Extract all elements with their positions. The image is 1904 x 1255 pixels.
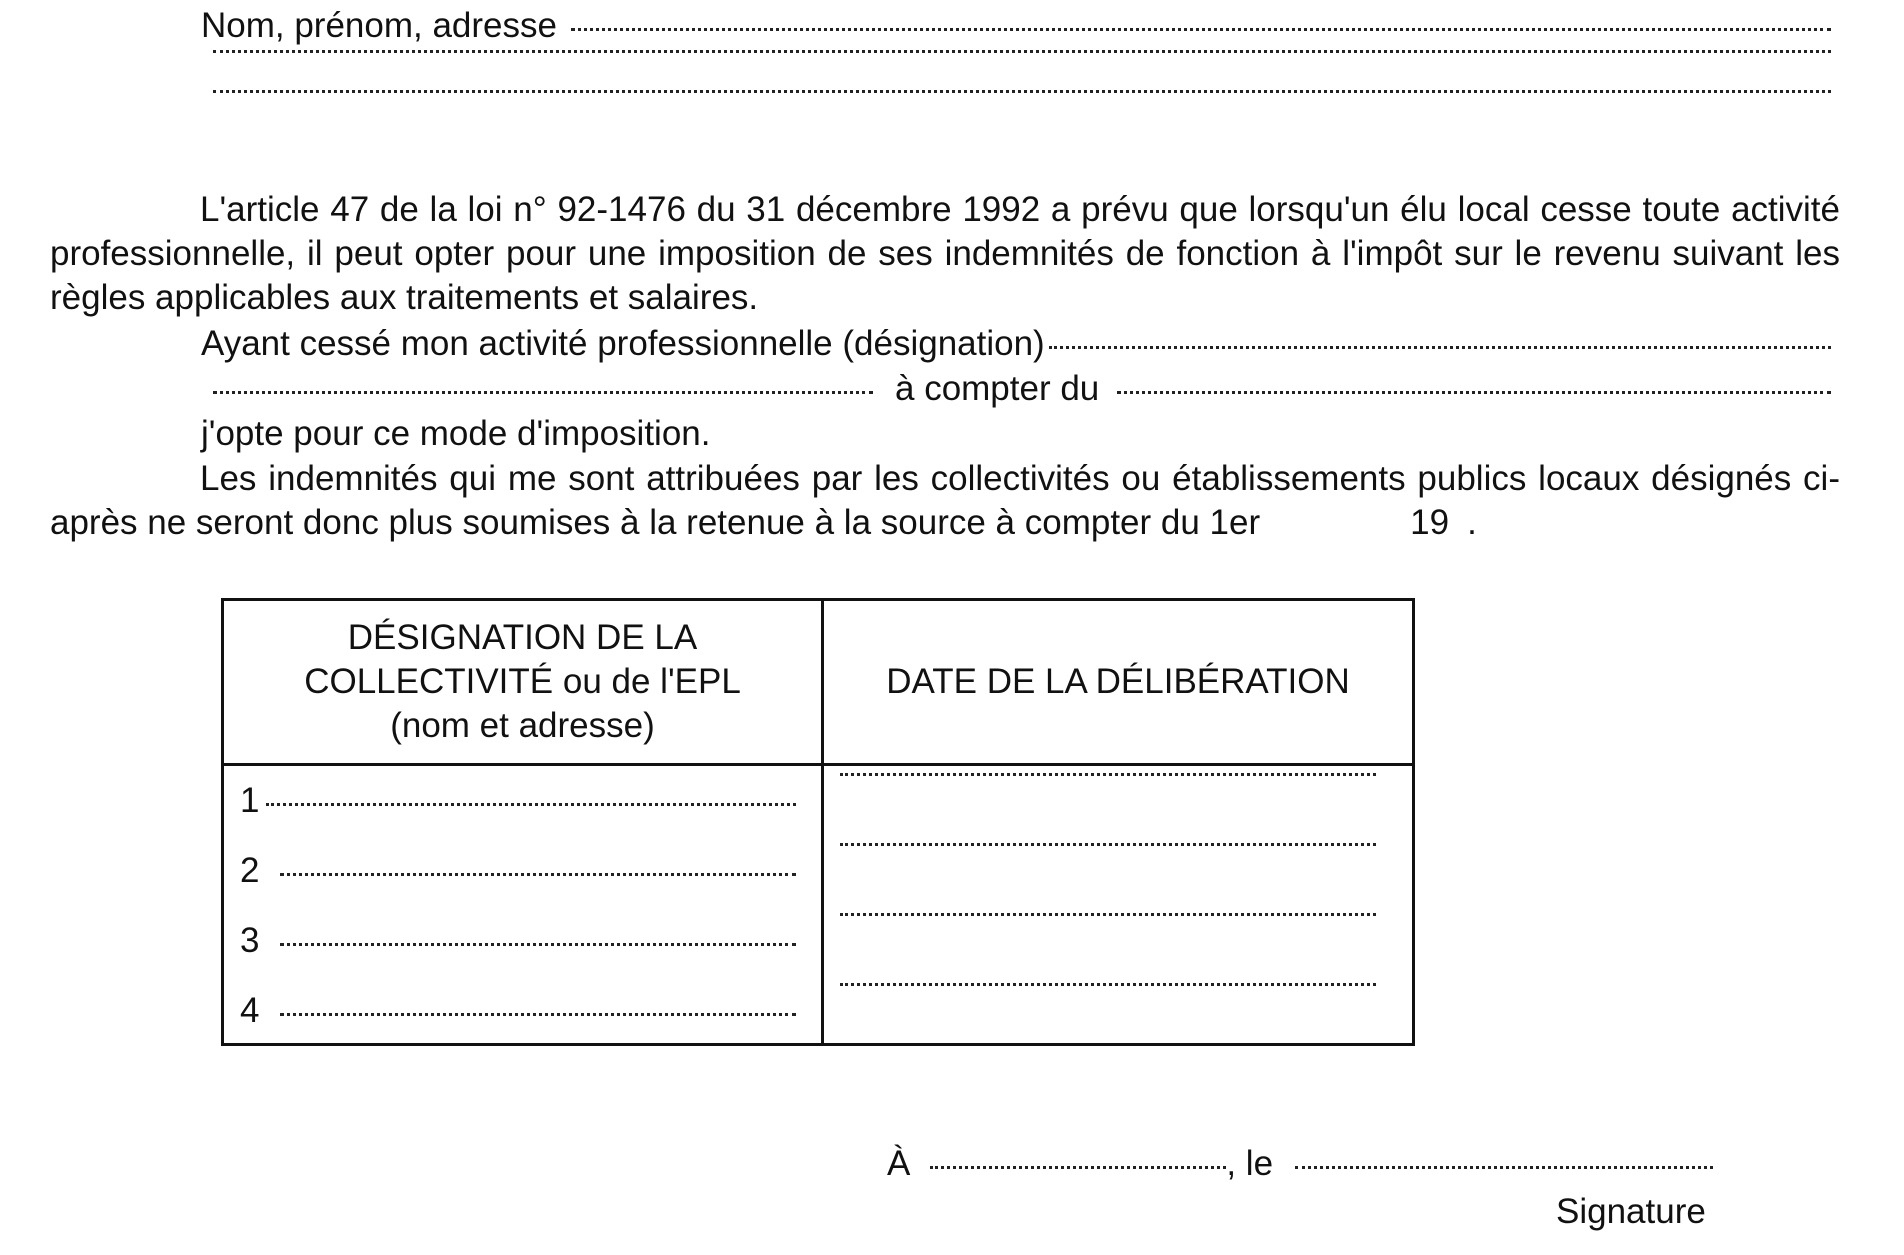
header-date-label: DATE DE LA DÉLIBÉRATION — [886, 662, 1350, 701]
activity-line[interactable] — [201, 322, 1831, 366]
identity-line-2[interactable] — [213, 56, 1831, 59]
start-date-field[interactable] — [1117, 391, 1831, 394]
header-designation-line-3: (nom et adresse) — [390, 706, 655, 745]
date-field-4[interactable] — [840, 983, 1376, 986]
option-text: j'opte pour ce mode d'imposition. — [201, 414, 711, 453]
table-row — [240, 849, 796, 893]
exemption-year[interactable]: 19 — [1410, 503, 1450, 542]
designation-field-4[interactable] — [280, 1013, 796, 1016]
place-date-line[interactable] — [887, 1142, 1713, 1186]
header-designation-line-1: DÉSIGNATION DE LA — [347, 618, 698, 657]
header-designation-line-2: COLLECTIVITÉ ou de l'EPL — [304, 662, 741, 701]
table-row-date — [840, 779, 1376, 782]
exemption-text: Les indemnités qui me sont attribuées par les collectivités ou établissements publics locaux désignés ci-après ne seront donc plus soumises à la retenue à la source à compter du 1er — [50, 459, 1840, 542]
table-row — [240, 989, 796, 1033]
start-date-line[interactable] — [213, 367, 1831, 411]
legal-paragraph: L'article 47 de la loi n° 92-1476 du 31 décembre 1992 a prévu que lorsqu'un élu local cesse toute activité professionnelle, il peut opter pour une imposition de ses indemnités de fonction à l'impôt sur le revenu suivant les règles applicables aux traitements et salaires. — [50, 190, 1840, 317]
start-date-label: à compter du — [895, 369, 1100, 408]
identity-field-1[interactable] — [571, 28, 1831, 31]
table-row-date — [840, 919, 1376, 922]
signature-date-field[interactable] — [1295, 1166, 1713, 1169]
designation-field-3[interactable] — [280, 943, 796, 946]
row-number: 2 — [240, 851, 260, 890]
activity-field[interactable] — [1049, 346, 1831, 349]
option-line — [201, 412, 710, 456]
identity-field-3[interactable] — [213, 90, 1831, 93]
table-row-date — [840, 989, 1376, 992]
table-header-date — [824, 601, 1412, 763]
table-header-divider — [224, 763, 1412, 766]
date-field-3[interactable] — [840, 913, 1376, 916]
date-label: , le — [1226, 1144, 1274, 1183]
identity-line-3[interactable] — [213, 96, 1831, 99]
row-number: 3 — [240, 921, 260, 960]
table-header-designation — [224, 601, 821, 763]
designation-field-1[interactable] — [266, 803, 796, 806]
exemption-paragraph — [50, 457, 1840, 545]
signature-label: Signature — [1556, 1192, 1706, 1231]
place-label: À — [887, 1144, 911, 1183]
row-number: 1 — [240, 781, 260, 820]
row-number: 4 — [240, 991, 260, 1030]
identity-label: Nom, prénom, adresse — [201, 6, 557, 45]
designation-field-2[interactable] — [280, 873, 796, 876]
identity-line-1[interactable] — [201, 4, 1831, 48]
date-field-2[interactable] — [840, 843, 1376, 846]
date-field-1[interactable] — [840, 773, 1376, 776]
signature-line — [1556, 1190, 1706, 1234]
identity-field-2[interactable] — [213, 50, 1831, 53]
place-field[interactable] — [930, 1166, 1226, 1169]
exemption-end: . — [1467, 503, 1477, 542]
activity-label: Ayant cessé mon activité professionnelle (désignation) — [201, 324, 1045, 363]
table-row — [240, 779, 796, 823]
activity-field-continued[interactable] — [213, 391, 873, 394]
table-row — [240, 919, 796, 963]
collectivity-table — [221, 598, 1415, 1046]
table-row-date — [840, 849, 1376, 852]
